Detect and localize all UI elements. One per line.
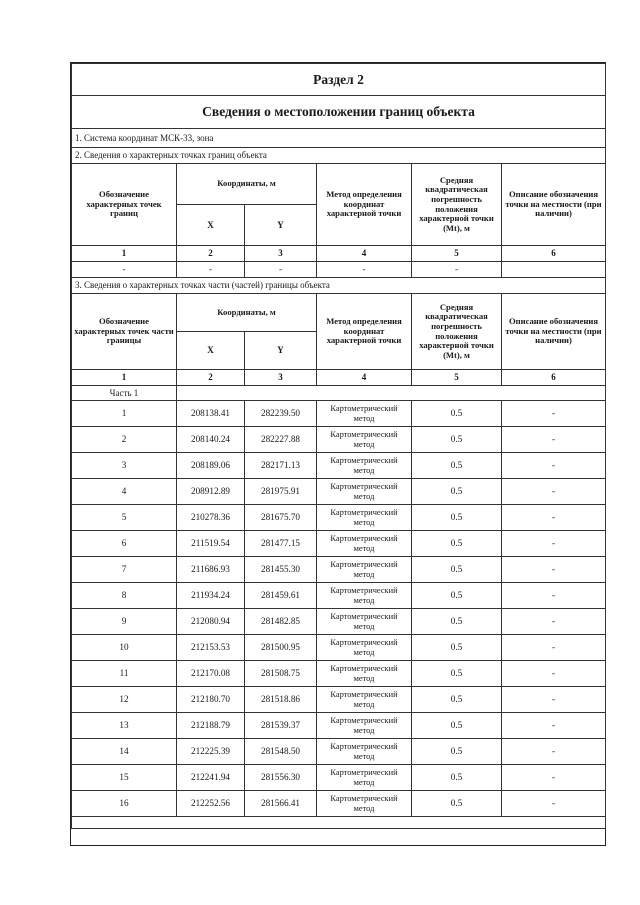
block2-title: 2. Сведения о характерных точках границ объекта	[72, 148, 606, 164]
cell-x: 211519.54	[177, 531, 245, 557]
document-page	[70, 62, 606, 846]
cell-method: -	[317, 262, 412, 278]
table-row	[72, 262, 606, 278]
cell-point: 14	[72, 739, 177, 765]
table-row	[72, 531, 606, 557]
cell-x: 210278.36	[177, 505, 245, 531]
cell-point: 3	[72, 453, 177, 479]
col-number: 6	[502, 246, 606, 262]
cell-description: -	[502, 531, 606, 557]
part-label-spacer	[177, 386, 606, 401]
cell-description: -	[502, 453, 606, 479]
cell-description: -	[502, 427, 606, 453]
cell-x: 212188.79	[177, 713, 245, 739]
block3-title: 3. Сведения о характерных точках части (частей) границы объекта	[72, 278, 606, 294]
cell-point: 8	[72, 583, 177, 609]
cell-x: 212225.39	[177, 739, 245, 765]
cell-y: 281459.61	[245, 583, 317, 609]
header-description: Описание обозначения точки на местности (при наличии)	[502, 294, 606, 370]
header-description: Описание обозначения точки на местности (при наличии)	[502, 164, 606, 246]
col-number: 1	[72, 370, 177, 386]
cell-y: 281455.30	[245, 557, 317, 583]
cell-method: Картометрический метод	[317, 479, 412, 505]
cell-method: Картометрический метод	[317, 505, 412, 531]
cell-accuracy: 0.5	[412, 687, 502, 713]
cell-y: 281500.95	[245, 635, 317, 661]
cell-method: Картометрический метод	[317, 557, 412, 583]
cell-accuracy: 0.5	[412, 609, 502, 635]
cell-method: Картометрический метод	[317, 661, 412, 687]
table-row	[72, 479, 606, 505]
cell-description: -	[502, 713, 606, 739]
cell-point: 13	[72, 713, 177, 739]
cell-y: 282239.50	[245, 401, 317, 427]
cell-method: Картометрический метод	[317, 687, 412, 713]
cell-accuracy: 0.5	[412, 401, 502, 427]
cell-point: 1	[72, 401, 177, 427]
cell-y: 281975.91	[245, 479, 317, 505]
header-coordinates: Координаты, м	[177, 164, 317, 205]
cell-method: Картометрический метод	[317, 765, 412, 791]
cell-description: -	[502, 583, 606, 609]
header-accuracy: Средняя квадратическая погрешность положения характерной точки (Mt), м	[412, 164, 502, 246]
cell-method: Картометрический метод	[317, 427, 412, 453]
cell-description: -	[502, 739, 606, 765]
cell-y: 281508.75	[245, 661, 317, 687]
col-number: 2	[177, 246, 245, 262]
cell-y: -	[245, 262, 317, 278]
cell-method: Картометрический метод	[317, 401, 412, 427]
col-number: 4	[317, 246, 412, 262]
table-row	[72, 427, 606, 453]
cell-description: -	[502, 479, 606, 505]
cell-method: Картометрический метод	[317, 609, 412, 635]
cell-accuracy: 0.5	[412, 583, 502, 609]
cell-description: -	[502, 687, 606, 713]
col-number: 3	[245, 370, 317, 386]
cell-description: -	[502, 635, 606, 661]
cell-point: 16	[72, 791, 177, 817]
col-number: 5	[412, 246, 502, 262]
cell-y: 282227.88	[245, 427, 317, 453]
cell-point: 15	[72, 765, 177, 791]
table-row	[72, 635, 606, 661]
cell-y: 281548.50	[245, 739, 317, 765]
cell-description: -	[502, 609, 606, 635]
header-method: Метод определения координат характерной точки	[317, 164, 412, 246]
cell-x: 212170.08	[177, 661, 245, 687]
coordinate-system: 1. Система координат МСК-33, зона	[72, 129, 606, 148]
cell-accuracy: 0.5	[412, 479, 502, 505]
cell-accuracy: 0.5	[412, 505, 502, 531]
table-row	[72, 609, 606, 635]
cell-method: Картометрический метод	[317, 713, 412, 739]
cell-description: -	[502, 505, 606, 531]
cell-point: -	[72, 262, 177, 278]
cell-x: -	[177, 262, 245, 278]
header-y: Y	[245, 332, 317, 370]
table-row	[72, 791, 606, 817]
cell-y: 281518.86	[245, 687, 317, 713]
cell-y: 282171.13	[245, 453, 317, 479]
cell-x: 212180.70	[177, 687, 245, 713]
cell-method: Картометрический метод	[317, 583, 412, 609]
cell-method: Картометрический метод	[317, 531, 412, 557]
cell-x: 211686.93	[177, 557, 245, 583]
table-row	[72, 557, 606, 583]
cell-method: Картометрический метод	[317, 791, 412, 817]
table-row	[72, 713, 606, 739]
section-subtitle: Сведения о местоположении границ объекта	[72, 96, 606, 129]
empty-row	[72, 817, 606, 829]
cell-x: 211934.24	[177, 583, 245, 609]
cell-point: 12	[72, 687, 177, 713]
cell-point: 10	[72, 635, 177, 661]
table-row	[72, 687, 606, 713]
table-row	[72, 661, 606, 687]
cell-description	[502, 262, 606, 278]
section-title: Раздел 2	[72, 64, 606, 96]
header-accuracy: Средняя квадратическая погрешность положения характерной точки (Mt), м	[412, 294, 502, 370]
header-point-designation: Обозначение характерных точек части границы	[72, 294, 177, 370]
cell-y: 281566.41	[245, 791, 317, 817]
cell-y: 281539.37	[245, 713, 317, 739]
cell-point: 11	[72, 661, 177, 687]
cell-x: 208189.06	[177, 453, 245, 479]
cell-y: 281482.85	[245, 609, 317, 635]
cell-method: Картометрический метод	[317, 739, 412, 765]
cell-accuracy: 0.5	[412, 453, 502, 479]
header-x: X	[177, 205, 245, 246]
cell-accuracy: 0.5	[412, 557, 502, 583]
cell-y: 281675.70	[245, 505, 317, 531]
cell-point: 7	[72, 557, 177, 583]
cell-accuracy: 0.5	[412, 713, 502, 739]
cell-point: 4	[72, 479, 177, 505]
cell-point: 6	[72, 531, 177, 557]
table-row	[72, 505, 606, 531]
cell-x: 208912.89	[177, 479, 245, 505]
cell-x: 208138.41	[177, 401, 245, 427]
boundary-table	[71, 63, 606, 829]
col-number: 4	[317, 370, 412, 386]
cell-accuracy: 0.5	[412, 791, 502, 817]
cell-description: -	[502, 765, 606, 791]
cell-description: -	[502, 791, 606, 817]
col-number: 5	[412, 370, 502, 386]
table-row	[72, 583, 606, 609]
cell-x: 212241.94	[177, 765, 245, 791]
header-coordinates: Координаты, м	[177, 294, 317, 332]
cell-y: 281477.15	[245, 531, 317, 557]
cell-y: 281556.30	[245, 765, 317, 791]
col-number: 6	[502, 370, 606, 386]
cell-point: 2	[72, 427, 177, 453]
cell-accuracy: 0.5	[412, 765, 502, 791]
table-row	[72, 401, 606, 427]
cell-accuracy: 0.5	[412, 635, 502, 661]
header-x: X	[177, 332, 245, 370]
header-method: Метод определения координат характерной точки	[317, 294, 412, 370]
cell-accuracy: 0.5	[412, 531, 502, 557]
cell-accuracy: 0.5	[412, 739, 502, 765]
cell-x: 212252.56	[177, 791, 245, 817]
cell-point: 9	[72, 609, 177, 635]
cell-accuracy: 0.5	[412, 661, 502, 687]
header-y: Y	[245, 205, 317, 246]
cell-method: Картометрический метод	[317, 635, 412, 661]
table-row	[72, 453, 606, 479]
table-row	[72, 765, 606, 791]
cell-description: -	[502, 557, 606, 583]
cell-accuracy: 0.5	[412, 427, 502, 453]
cell-x: 212080.94	[177, 609, 245, 635]
header-point-designation: Обозначение характерных точек границ	[72, 164, 177, 246]
cell-accuracy: -	[412, 262, 502, 278]
cell-description: -	[502, 401, 606, 427]
empty-cell	[72, 817, 606, 829]
col-number: 2	[177, 370, 245, 386]
cell-x: 208140.24	[177, 427, 245, 453]
cell-method: Картометрический метод	[317, 453, 412, 479]
part-label: Часть 1	[72, 386, 177, 401]
table-row	[72, 739, 606, 765]
col-number: 3	[245, 246, 317, 262]
cell-x: 212153.53	[177, 635, 245, 661]
cell-point: 5	[72, 505, 177, 531]
cell-description: -	[502, 661, 606, 687]
col-number: 1	[72, 246, 177, 262]
